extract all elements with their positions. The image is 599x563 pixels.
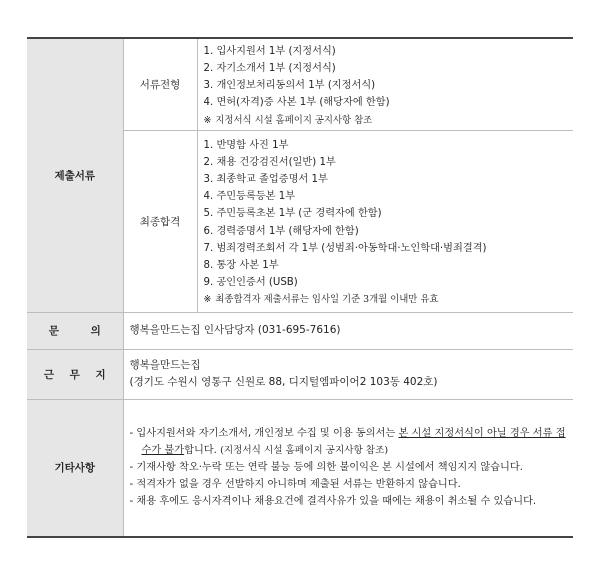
label-submit-documents: 제출서류 — [27, 38, 123, 312]
row-workplace — [27, 349, 573, 399]
note-text: 최종합격자 제출서류는 임사일 기준 3개월 이내만 유효 — [215, 294, 439, 306]
list-item: - 적격자가 없을 경우 선발하지 아니하며 제출된 서류는 반환하지 않습니다. — [129, 479, 461, 491]
inquiry-value-cell — [123, 312, 573, 349]
note-mark: ※ — [203, 114, 212, 126]
list-item: 1. 입사지원서 1부 (지정서식) — [203, 45, 336, 57]
note-text: 지정서식 시설 홈페이지 공지사항 참조 — [215, 114, 373, 126]
recruitment-info-table — [27, 37, 573, 538]
list-item: 2. 자기소개서 1부 (지정서식) — [203, 63, 336, 75]
list-item: 2. 채용 건강검진서(일반) 1부 — [203, 156, 336, 168]
workplace-name: 행복을만드는집 — [129, 359, 201, 371]
final-pass-note — [198, 291, 574, 305]
other-list — [124, 418, 574, 517]
label-document-screening: 서류전형 — [123, 38, 197, 130]
label-inquiry: 문 의 — [27, 312, 123, 349]
other-item-note: (지정서식 시설 홈페이지 공지사항 참조) — [220, 445, 389, 457]
list-item: 4. 면허(자격)증 사본 1부 (해당자에 한함) — [203, 97, 390, 109]
list-item: 8. 통장 사본 1부 — [203, 259, 279, 271]
list-item — [130, 425, 568, 459]
other-item-text: - 입사지원서와 자기소개서, 개인정보 수집 및 이용 동의서는 — [129, 428, 399, 440]
note-mark: ※ — [203, 294, 212, 306]
label-final-pass: 최종합격 — [123, 130, 197, 312]
workplace-value-cell — [123, 349, 573, 399]
list-item: - 채용 후에도 응시자격이나 채용요건에 결격사유가 있을 때에는 채용이 취소될 수 있습니다. — [129, 496, 537, 508]
row-document-screening — [27, 38, 573, 130]
inquiry-value: 행복을만드는집 인사담당자 (031-695-7616) — [129, 324, 341, 336]
other-item-text: 합니다. — [184, 445, 221, 457]
list-item: 3. 최종학교 졸업증명서 1부 — [203, 174, 328, 186]
document-screening-list-cell — [197, 38, 573, 130]
list-item: 3. 개인정보처리동의서 1부 (지정서식) — [203, 80, 376, 92]
document-screening-note — [198, 112, 574, 126]
list-item: 9. 공인인증서 (USB) — [203, 277, 298, 289]
list-item: - 기재사항 착오·누락 또는 연락 불능 등에 의한 불이익은 본 시설에서 책임지지 않습니다. — [129, 462, 523, 474]
list-item: 4. 주민등록등본 1부 — [203, 191, 296, 203]
list-item: 1. 반명함 사진 1부 — [203, 139, 289, 151]
other-list-cell — [123, 399, 573, 537]
list-item: 5. 주민등록초본 1부 (군 경력자에 한함) — [203, 208, 382, 220]
list-item: 7. 범죄경력조회서 각 1부 (성범죄·아동학대·노인학대·범죄결격) — [203, 242, 487, 254]
workplace-address: (경기도 수원시 영통구 신원로 88, 디지털엠파이어2 103동 402호) — [129, 376, 438, 388]
row-other — [27, 399, 573, 537]
document-screening-list — [198, 40, 574, 115]
row-inquiry — [27, 312, 573, 349]
label-workplace: 근 무 지 — [27, 349, 123, 399]
final-pass-list-cell — [197, 130, 573, 312]
list-item: 6. 경력증명서 1부 (해당자에 한함) — [203, 225, 359, 237]
other-item-underlined: 본 시설 지정서식이 아닐 경우 서류 접수가 불가 — [141, 428, 566, 457]
final-pass-list — [198, 134, 574, 295]
label-other: 기타사항 — [27, 399, 123, 537]
